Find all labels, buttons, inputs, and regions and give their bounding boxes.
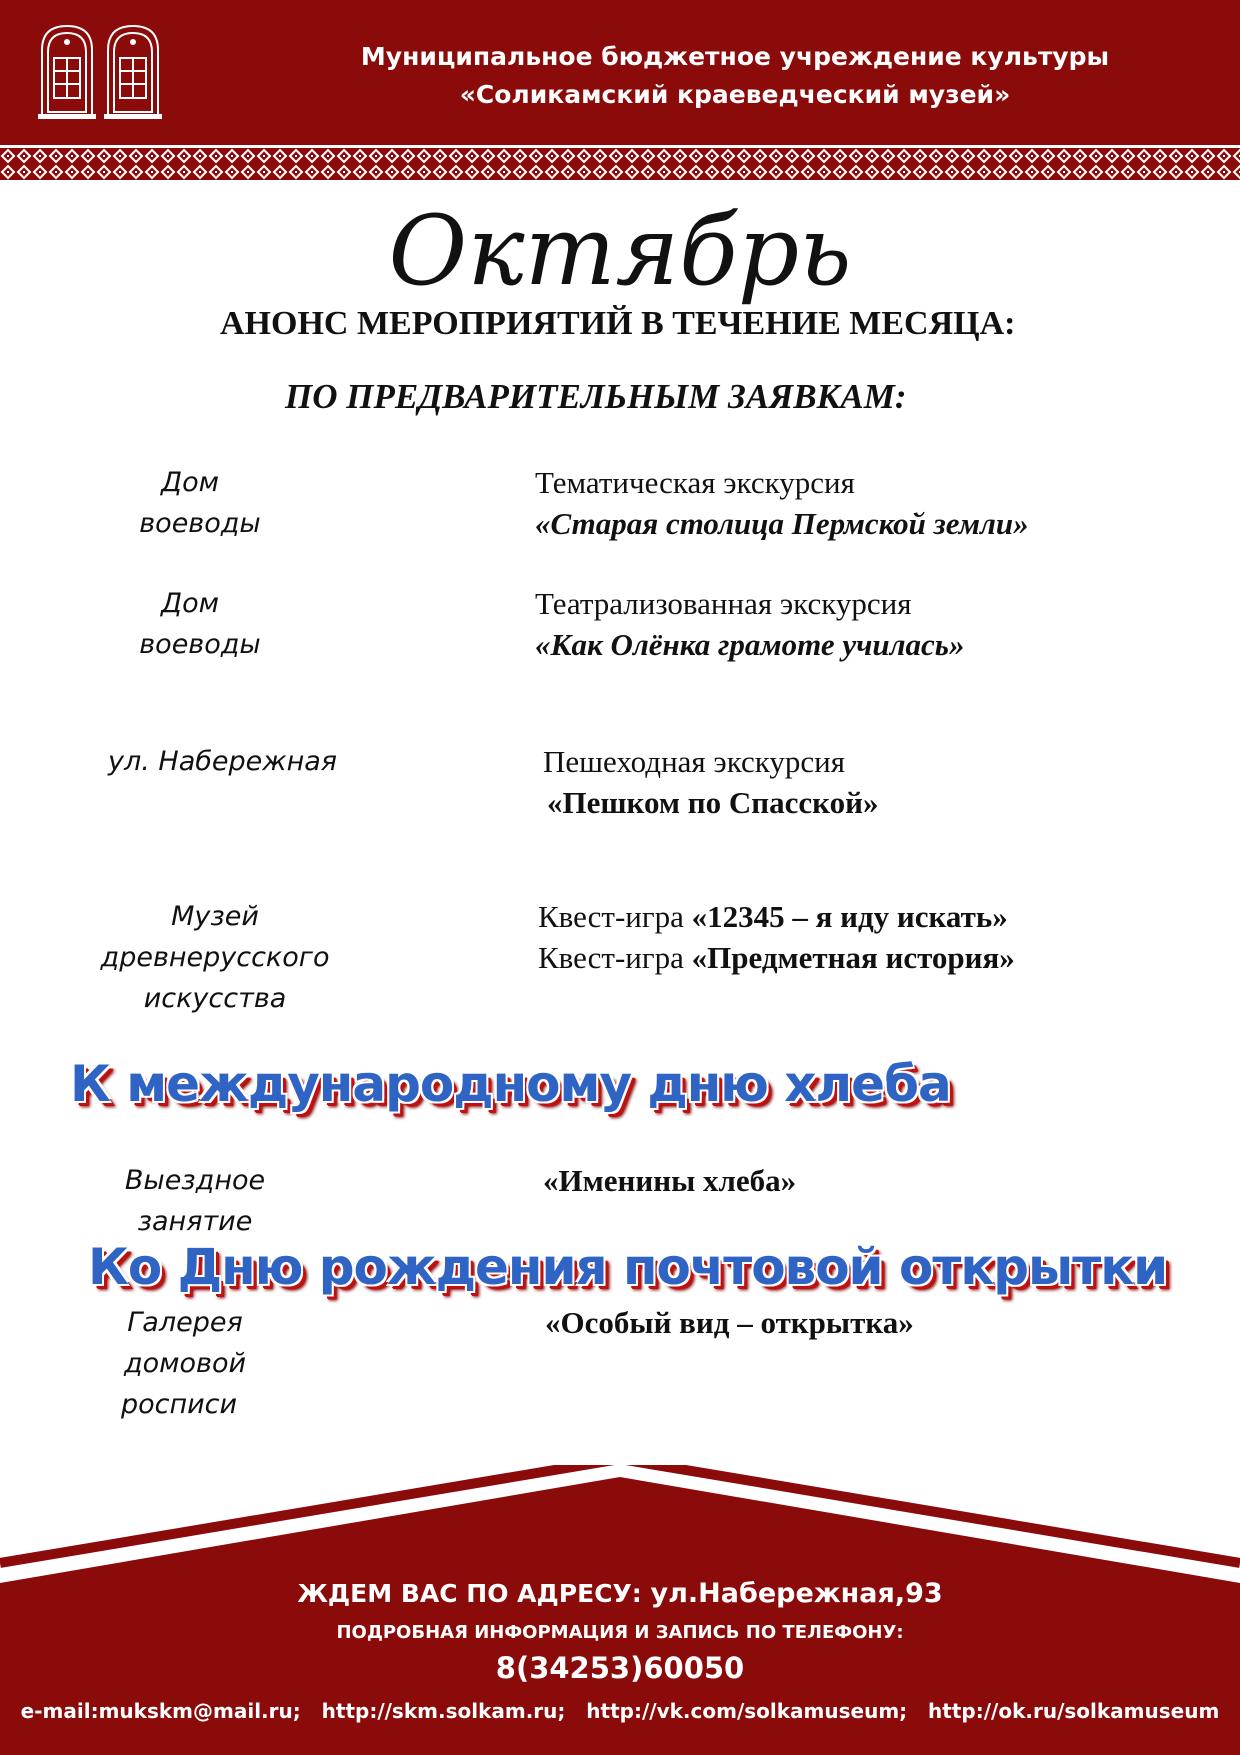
place-line: воеводы [139, 508, 261, 539]
ornament-border [0, 148, 1240, 180]
event-title: «Старая столица Пермской земли» [535, 506, 1029, 541]
event-description [535, 583, 964, 665]
address-label: ЖДЕМ ВАС ПО АДРЕСУ: [297, 1579, 651, 1608]
event-description [545, 1302, 914, 1343]
event-title: «Особый вид – открытка» [545, 1305, 914, 1340]
quest-prefix: Квест-игра [538, 899, 692, 934]
place-line: воеводы [139, 629, 261, 660]
postcard-day-banner: Ко Дню рождения почтовой открытки [88, 1238, 1168, 1296]
month-title: Октябрь [388, 195, 852, 307]
event-title: «Пешком по Спасской» [547, 785, 879, 820]
footer-contacts: e-mail:mukskm@mail.ru; http://skm.solkam.ru; http://vk.com/solkamuseum; http://ok.ru/solkamuseum [20, 1699, 1220, 1723]
event-place [90, 741, 378, 782]
place-line: Дом [161, 588, 219, 619]
event-place [100, 1160, 290, 1242]
carved-window-frames-icon [38, 20, 163, 120]
place-line: ул. Набережная [108, 746, 338, 777]
quest-title: «12345 – я иду искать» [691, 899, 1008, 934]
event-title: «Как Олёнка грамоте училась» [535, 627, 965, 662]
event-place [110, 583, 290, 665]
event-description [538, 896, 1015, 978]
address-value: ул.Набережная,93 [650, 1578, 943, 1609]
header-bar [0, 0, 1240, 145]
quest-line [538, 896, 1015, 937]
quest-prefix: Квест-игра [538, 940, 692, 975]
org-name-line1: Муниципальное бюджетное учреждение культуры [360, 42, 1110, 71]
footer-address [0, 1578, 1240, 1609]
event-description [535, 462, 1029, 544]
event-type: Пешеходная экскурсия [543, 744, 846, 779]
place-line: древнерусского [100, 942, 330, 973]
place-line: Выездное [124, 1165, 266, 1196]
event-place [95, 896, 335, 1019]
by-request-heading: ПО ПРЕДВАРИТЕЛЬНЫМ ЗАЯВКАМ: [285, 377, 907, 416]
footer-phone: 8(34253)60050 [495, 1651, 745, 1685]
place-line: Дом [161, 467, 219, 498]
place-line: домовой [123, 1348, 247, 1379]
quest-line [538, 937, 1015, 978]
place-line: занятие [137, 1206, 253, 1237]
event-title: «Именины хлеба» [543, 1163, 797, 1198]
org-name-line2: «Соликамский краеведческий музей» [459, 80, 1011, 109]
event-type: Тематическая экскурсия [535, 465, 855, 500]
place-line: Музей [171, 901, 259, 932]
announce-heading: АНОНС МЕРОПРИЯТИЙ В ТЕЧЕНИЕ МЕСЯЦА: [220, 305, 1016, 342]
bread-day-banner: К международному дню хлеба [70, 1055, 951, 1113]
event-place [110, 462, 290, 544]
event-description [543, 741, 878, 823]
event-description [543, 1160, 796, 1201]
event-place [95, 1302, 275, 1425]
place-line: росписи [120, 1389, 238, 1420]
event-type: Театрализованная экскурсия [535, 586, 912, 621]
footer-info: ПОДРОБНАЯ ИНФОРМАЦИЯ И ЗАПИСЬ ПО ТЕЛЕФОНУ: [336, 1622, 904, 1643]
place-line: Галерея [127, 1307, 243, 1338]
quest-title: «Предметная история» [691, 940, 1015, 975]
place-line: искусства [143, 983, 287, 1014]
